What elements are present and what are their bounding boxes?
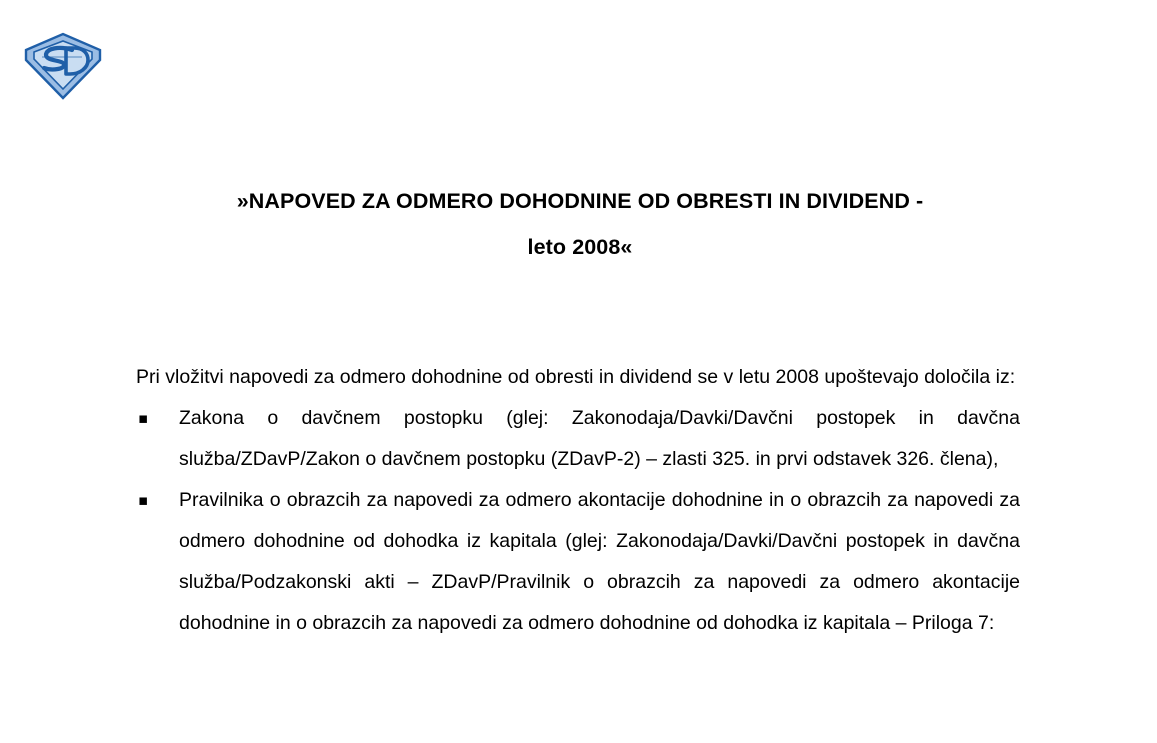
slide-title-line-2: leto 2008« xyxy=(527,235,633,259)
list-item-text: Zakona o davčnem postopku (glej: Zakonodaja/Davki/Davčni postopek in davčna služba/ZDavP/Zakon o davčnem postopku (ZDavP-2) – zlasti 325. in prvi odstavek 326. člena), xyxy=(179,407,1020,470)
list-item xyxy=(136,398,1020,480)
intro-paragraph: Pri vložitvi napovedi za odmero dohodnine od obresti in dividend se v letu 2008 upoštevajo določila iz: xyxy=(136,366,1016,388)
slide-title xyxy=(100,178,1060,270)
sd-logo xyxy=(22,30,104,102)
bullet-list xyxy=(136,398,1020,644)
slide-body xyxy=(136,357,1020,644)
list-item-text: Pravilnika o obrazcih za napovedi za odmero akontacije dohodnine in o obrazcih za napovedi za odmero dohodnine od dohodka iz kapitala (glej: Zakonodaja/Davki/Davčni postopek in davčna služba/Podzakonski akti – ZDavP/Pravilnik o obrazcih za napovedi za odmero akontacije dohodnine in o obrazcih za napovedi za odmero dohodnine od dohodka iz kapitala – Priloga 7: xyxy=(179,489,1020,634)
bullet-marker-icon: ▪ xyxy=(138,409,149,427)
list-item xyxy=(136,480,1020,644)
slide-title-line-1: »NAPOVED ZA ODMERO DOHODNINE OD OBRESTI IN DIVIDEND - xyxy=(236,189,924,213)
bullet-marker-icon: ▪ xyxy=(138,491,149,509)
